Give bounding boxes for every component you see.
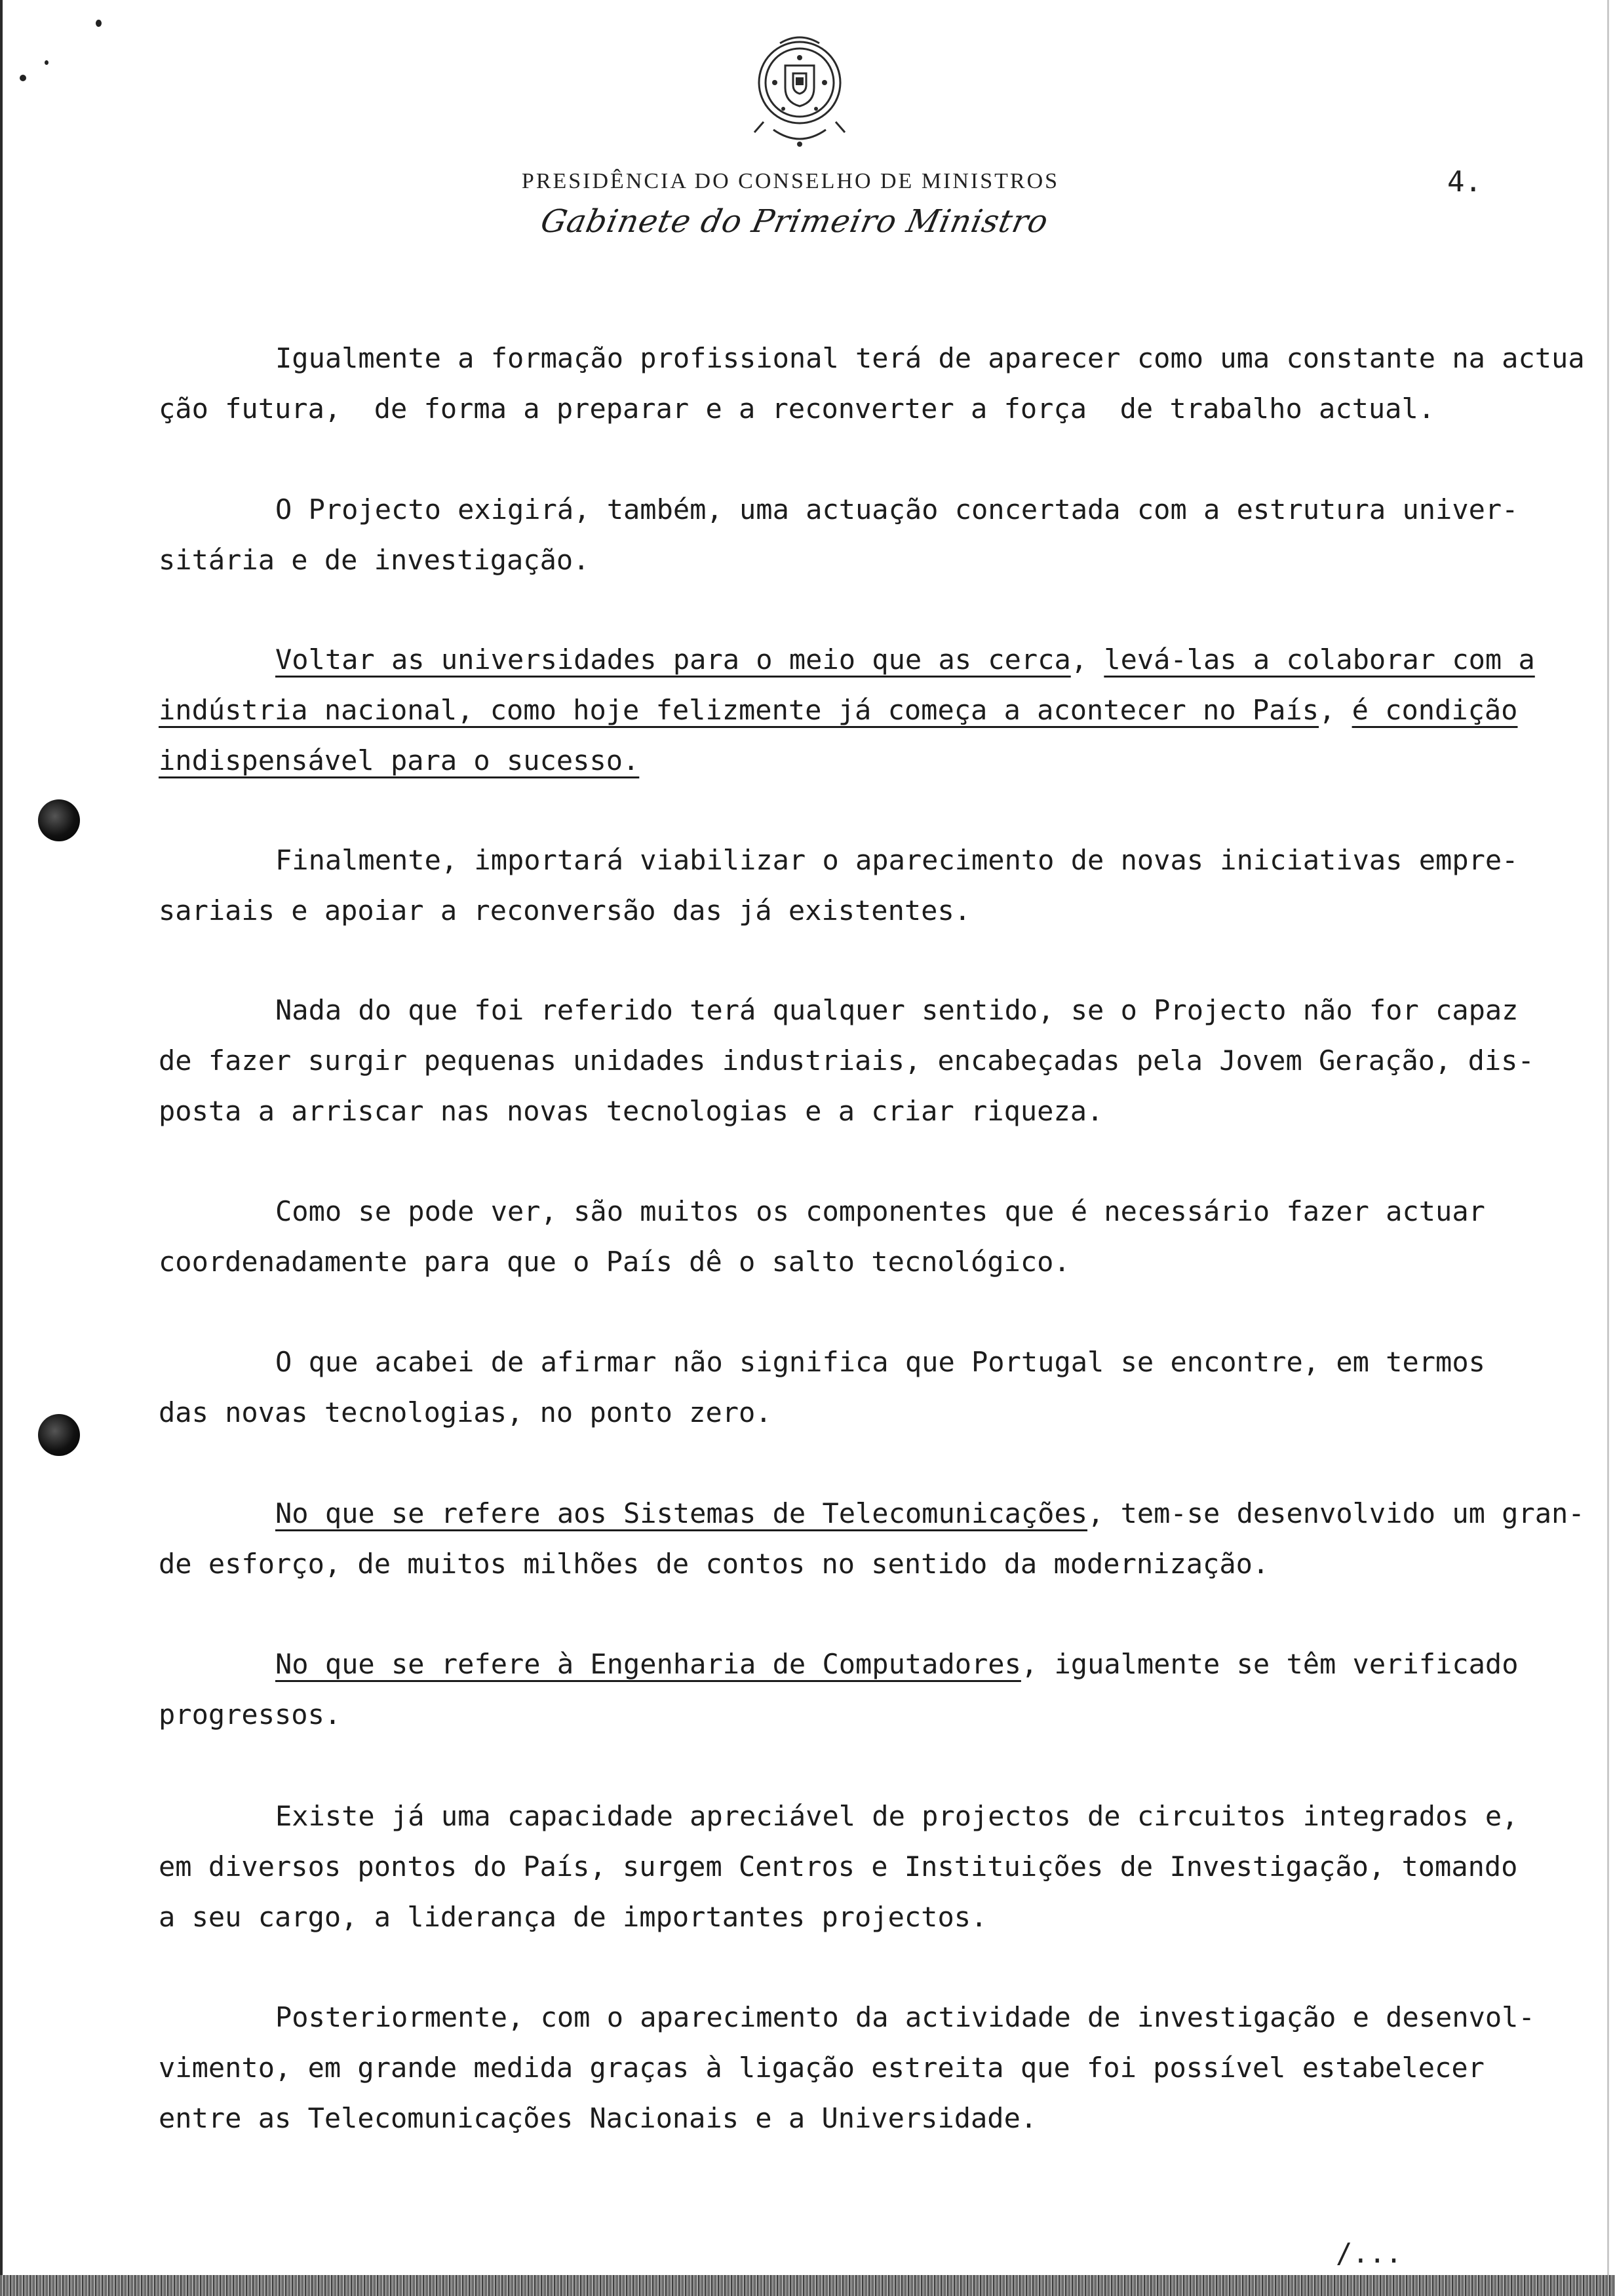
text-segment: posta a arriscar nas novas tecnologias e a criar riqueza.	[159, 1095, 1104, 1127]
paragraph	[159, 333, 1607, 434]
text-segment: ,	[1319, 694, 1352, 726]
text-segment: sitária e de investigação.	[159, 544, 590, 576]
text-segment: Como se pode ver, são muitos os componentes que é necessário fazer actuar	[275, 1195, 1485, 1227]
paragraph	[159, 634, 1607, 786]
text-line	[159, 1186, 1607, 1236]
underlined-text: é condição	[1352, 694, 1518, 726]
text-line	[159, 1992, 1607, 2042]
paragraph	[159, 1992, 1607, 2143]
page-edge-right	[1607, 0, 1609, 2296]
text-line	[159, 1639, 1607, 1689]
text-line	[159, 1236, 1607, 1287]
underlined-text: No que se refere à Engenharia de Computadores	[275, 1648, 1021, 1680]
text-segment: Finalmente, importará viabilizar o aparecimento de novas iniciativas empre-	[275, 844, 1519, 876]
text-line	[159, 985, 1607, 1035]
text-segment: Nada do que foi referido terá qualquer sentido, se o Projecto não for capaz	[275, 994, 1519, 1026]
scan-speck	[96, 20, 102, 27]
underlined-text: indispensável para o sucesso.	[159, 744, 640, 776]
underlined-text: levá-las a colaborar com a	[1104, 643, 1535, 676]
text-line	[159, 835, 1607, 885]
paragraph	[159, 1337, 1607, 1438]
paragraph	[159, 1186, 1607, 1287]
text-line	[159, 383, 1607, 434]
paragraph	[159, 1791, 1607, 1942]
text-segment: sariais e apoiar a reconversão das já existentes.	[159, 894, 971, 927]
text-line	[159, 1337, 1607, 1387]
text-line	[159, 2042, 1607, 2093]
text-segment: de esforço, de muitos milhões de contos no sentido da modernização.	[159, 1548, 1270, 1580]
text-segment: de fazer surgir pequenas unidades industriais, encabeçadas pela Jovem Geração, dis-	[159, 1044, 1534, 1077]
text-segment: progressos.	[159, 1698, 341, 1731]
header-title: PRESIDÊNCIA DO CONSELHO DE MINISTROS	[521, 169, 1060, 193]
text-line	[159, 484, 1607, 535]
paragraph	[159, 1639, 1607, 1740]
text-line	[159, 685, 1607, 735]
page-edge-left	[0, 0, 3, 2296]
text-line	[159, 333, 1607, 383]
punch-hole-top	[38, 799, 80, 841]
underlined-text: indústria nacional, como hoje felizmente já começa a acontecer no País	[159, 694, 1319, 726]
continuation-mark: /...	[1336, 2237, 1403, 2269]
text-segment: O Projecto exigirá, também, uma actuação concertada com a estrutura univer-	[275, 493, 1519, 526]
text-line	[159, 1539, 1607, 1589]
text-line	[159, 634, 1607, 685]
text-line	[159, 735, 1607, 786]
paragraph	[159, 985, 1607, 1136]
text-segment: a seu cargo, a liderança de importantes projectos.	[159, 1901, 988, 1933]
text-line	[159, 1791, 1607, 1841]
page-number: 4.	[1447, 165, 1482, 199]
scan-bottom-edge	[0, 2275, 1615, 2296]
text-segment: coordenadamente para que o País dê o salto tecnológico.	[159, 1246, 1070, 1278]
text-line	[159, 1841, 1607, 1892]
text-line	[159, 1488, 1607, 1539]
text-line	[159, 535, 1607, 585]
text-line	[159, 1689, 1607, 1740]
text-line	[159, 1035, 1607, 1086]
text-segment: , tem-se desenvolvido um gran-	[1087, 1497, 1585, 1529]
paragraph	[159, 1488, 1607, 1589]
text-segment: ,	[1070, 643, 1104, 676]
header-subtitle: Gabinete do Primeiro Ministro	[537, 203, 1052, 240]
text-segment: das novas tecnologias, no ponto zero.	[159, 1396, 772, 1428]
text-segment: Igualmente a formação profissional terá de aparecer como uma constante na actua	[275, 342, 1585, 374]
text-line	[159, 1892, 1607, 1942]
text-segment: , igualmente se têm verificado	[1021, 1648, 1519, 1680]
text-line	[159, 885, 1607, 936]
text-segment: ção futura, de forma a preparar e a reconverter a força de trabalho actual.	[159, 392, 1435, 425]
underlined-text: No que se refere aos Sistemas de Telecomunicações	[275, 1497, 1088, 1529]
text-segment: Posteriormente, com o aparecimento da actividade de investigação e desenvol-	[275, 2001, 1535, 2033]
punch-hole-bottom	[38, 1414, 80, 1456]
text-segment: Existe já uma capacidade apreciável de projectos de circuitos integrados e,	[275, 1800, 1519, 1832]
underlined-text: Voltar as universidades para o meio que as cerca	[275, 643, 1071, 676]
text-segment: em diversos pontos do País, surgem Centros e Instituições de Investigação, tomando	[159, 1850, 1518, 1883]
text-segment: O que acabei de afirmar não significa que Portugal se encontre, em termos	[275, 1346, 1485, 1378]
text-line	[159, 1387, 1607, 1438]
coat-of-arms-emblem	[734, 31, 865, 156]
text-segment: entre as Telecomunicações Nacionais e a Universidade.	[159, 2102, 1038, 2134]
paragraph	[159, 835, 1607, 936]
text-line	[159, 1086, 1607, 1136]
paragraph	[159, 484, 1607, 585]
text-line	[159, 2093, 1607, 2143]
scan-speck	[45, 60, 49, 65]
text-segment: vimento, em grande medida graças à ligação estreita que foi possível estabelecer	[159, 2052, 1485, 2084]
scan-speck	[20, 75, 26, 81]
